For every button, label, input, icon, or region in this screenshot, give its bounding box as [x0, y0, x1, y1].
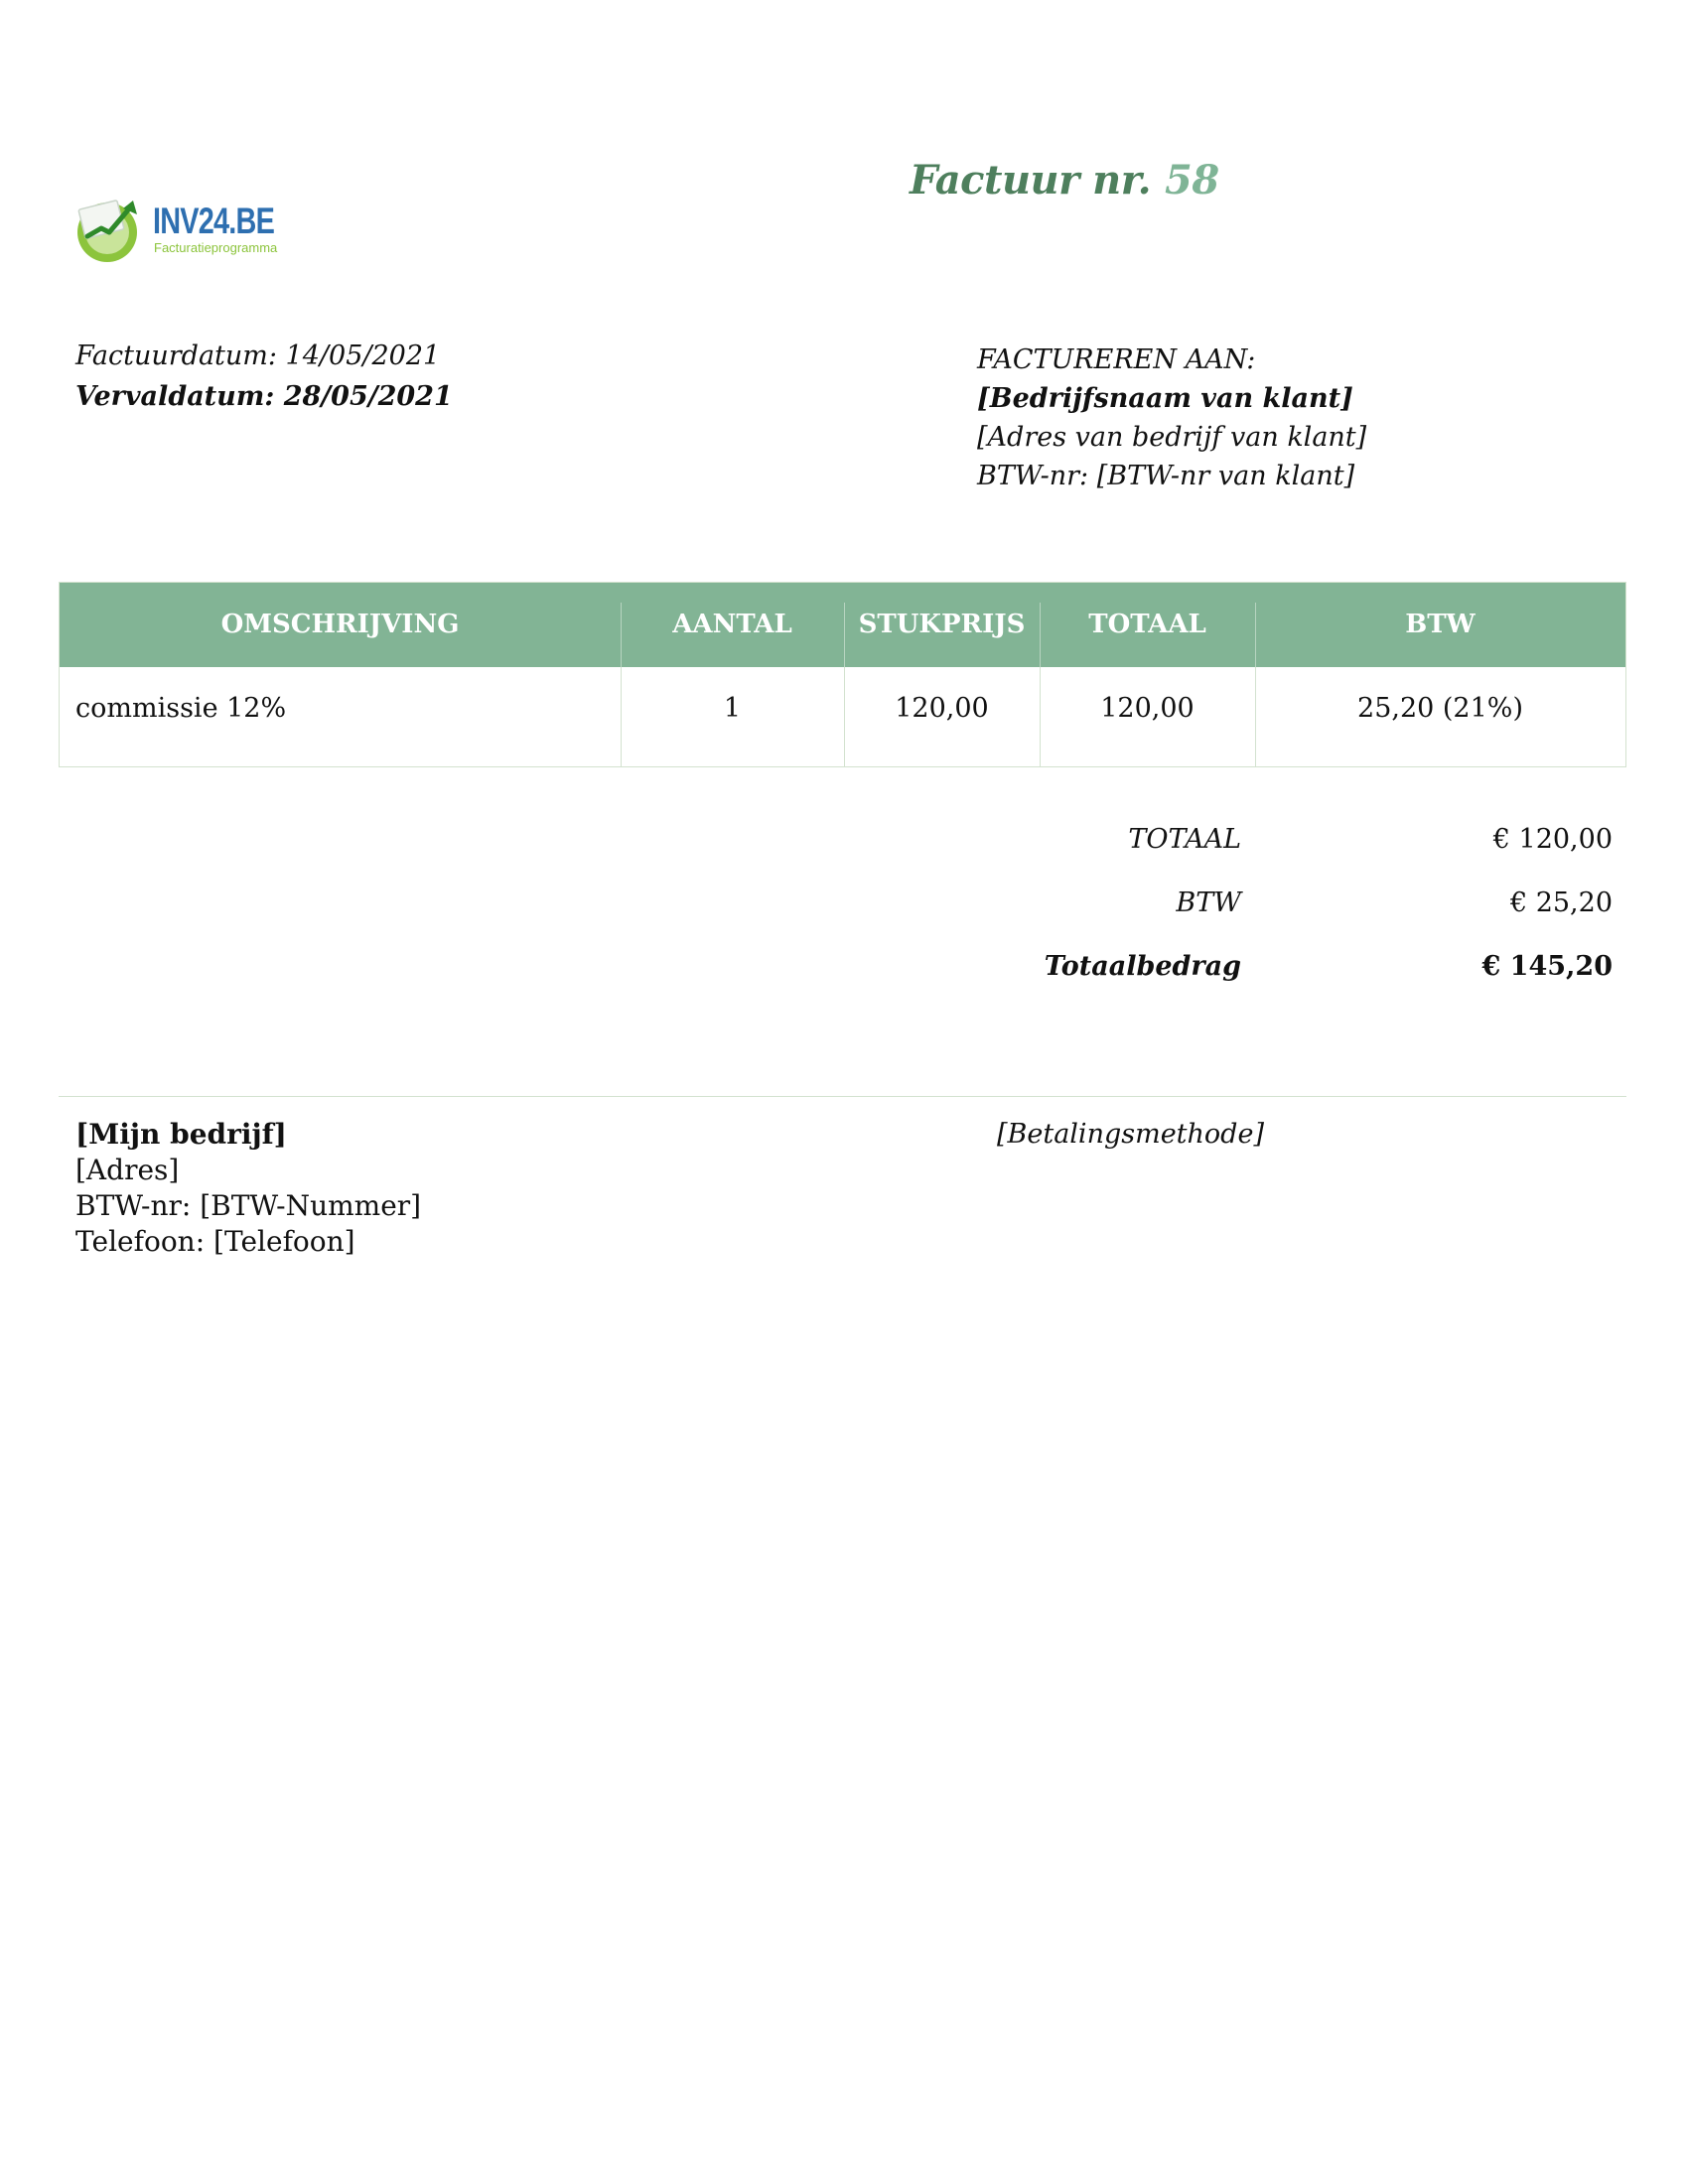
column-divider: [844, 667, 845, 766]
seller-block: [75, 1117, 421, 1260]
payment-method: [Betalingsmethode]: [997, 1119, 1264, 1150]
header-divider: [1040, 603, 1041, 667]
seller-vat: BTW-nr: [BTW-Nummer]: [75, 1189, 422, 1222]
column-divider: [1255, 667, 1256, 766]
items-table: [59, 582, 1626, 767]
client-vat: BTW-nr: [BTW-nr van klant]: [977, 461, 1355, 491]
table-header: [60, 583, 1625, 667]
row-total: 120,00: [1100, 693, 1195, 724]
logo-tagline: Facturatieprogramma: [154, 240, 278, 255]
bill-to-block: [977, 341, 1366, 495]
col-description-header: OMSCHRIJVING: [220, 610, 460, 639]
seller-phone: Telefoon: [Telefoon]: [75, 1225, 355, 1258]
invoice-title: [910, 157, 1219, 204]
client-company: [Bedrijfsnaam van klant]: [977, 383, 1353, 414]
seller-address: [Adres]: [75, 1154, 180, 1186]
column-divider: [621, 667, 622, 766]
bill-to-heading: FACTUREREN AAN:: [977, 344, 1256, 375]
seller-company: [Mijn bedrijf]: [75, 1118, 287, 1151]
row-quantity: 1: [723, 693, 742, 724]
due-date: Vervaldatum: 28/05/2021: [75, 381, 453, 412]
column-divider: [1040, 667, 1041, 766]
invoice-date: Factuurdatum: 14/05/2021: [75, 341, 441, 371]
row-vat: 25,20 (21%): [1357, 693, 1523, 724]
invoice-title-label: Factuur nr.: [910, 157, 1152, 204]
vat-label: BTW: [1176, 887, 1241, 918]
vat-value: € 25,20: [1509, 887, 1613, 918]
grand-total-label: Totaalbedrag: [1044, 951, 1241, 982]
row-description: commissie 12%: [75, 693, 287, 724]
company-logo: [73, 189, 278, 268]
client-address: [Adres van bedrijf van klant]: [977, 422, 1367, 453]
subtotal-value: € 120,00: [1492, 824, 1613, 855]
invoice-number: 58: [1165, 157, 1219, 204]
col-unit-price-header: STUKPRIJS: [858, 610, 1026, 639]
logo-name: INV24.BE: [153, 201, 275, 241]
grand-total-value: € 145,20: [1481, 951, 1613, 982]
col-quantity-header: AANTAL: [672, 610, 792, 639]
col-total-header: TOTAAL: [1088, 610, 1206, 639]
row-unit-price: 120,00: [895, 693, 989, 724]
header-divider: [621, 603, 622, 667]
logo-chart-icon: [73, 193, 145, 264]
header-divider: [844, 603, 845, 667]
subtotal-label: TOTAAL: [1128, 824, 1241, 855]
col-vat-header: BTW: [1405, 610, 1476, 639]
footer-divider: [59, 1096, 1626, 1097]
header-divider: [1255, 603, 1256, 667]
